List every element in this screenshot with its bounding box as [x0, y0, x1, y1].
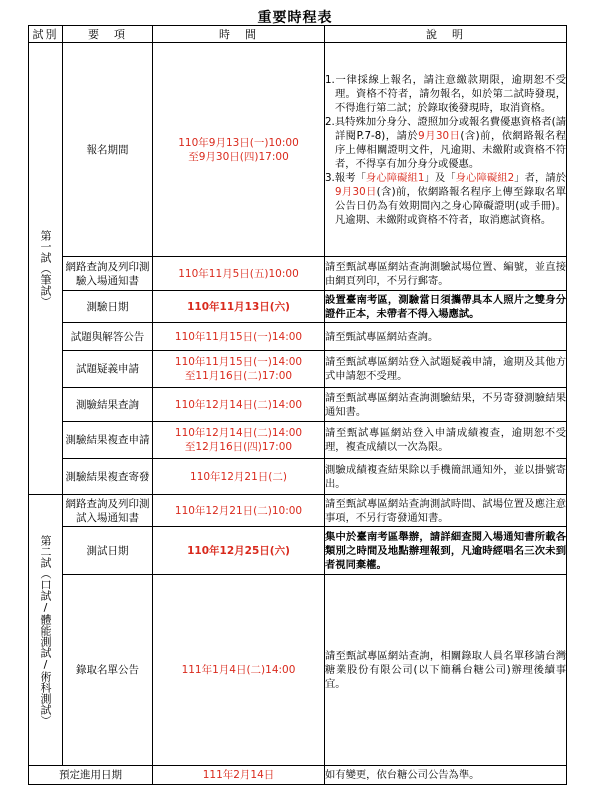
text: (含)前，依網路報名程序上傳相關證明文件，凡逾期、未繳附或資格不符者，不得享有加分身分或優惠。 — [335, 129, 566, 170]
final-time: 111年2月14日 — [153, 766, 325, 785]
row-desc: 請至甄試專區網站查詢，相關錄取人員名單移請台灣糖業股份有限公司(以下簡稱台糖公司)辦理後續事宜。 — [325, 575, 567, 766]
time-line: 110年9月13日(一)10:00 — [178, 136, 299, 149]
row-item: 測驗結果複查申請 — [63, 422, 153, 459]
row-time: 110年12月14日(二)14:00 — [153, 388, 325, 422]
table-row — [29, 291, 567, 323]
highlight-group: 身心障礙組2 — [455, 171, 515, 184]
final-label: 預定進用日期 — [29, 766, 153, 785]
row-desc — [325, 43, 567, 257]
desc-point-2 — [325, 115, 566, 171]
highlight-group: 身心障礙組1 — [366, 171, 425, 184]
row-item: 報名期間 — [63, 43, 153, 257]
row-time: 110年12月21日(二)10:00 — [153, 495, 325, 527]
row-desc: 請至甄試專區網站查詢測驗結果，不另寄發測驗結果通知書。 — [325, 388, 567, 422]
time-line: 至9月30日(四)17:00 — [188, 150, 289, 163]
table-row — [29, 495, 567, 527]
row-time: 111年1月4日(二)14:00 — [153, 575, 325, 766]
header-time: 時 間 — [153, 26, 325, 43]
desc-point-3 — [325, 171, 566, 227]
stage1-cell — [29, 43, 63, 495]
row-time — [153, 351, 325, 388]
table-row — [29, 422, 567, 459]
header-category: 試別 — [29, 26, 63, 43]
row-item: 試題與解答公告 — [63, 323, 153, 351]
row-desc: 請至甄試專區網站查詢測試時間、試場位置及應注意事項，不另行寄發通知書。 — [325, 495, 567, 527]
time-line: 至11月16日(二)17:00 — [184, 370, 293, 382]
row-item: 網路查詢及列印測試入場通知書 — [63, 495, 153, 527]
text: 3.報考「 — [325, 171, 367, 184]
header-item: 要 項 — [63, 26, 153, 43]
page-title: 重要時程表 — [257, 10, 333, 26]
row-item: 測驗日期 — [63, 291, 153, 323]
row-item: 網路查詢及列印測驗入場通知書 — [63, 257, 153, 291]
table-row — [29, 575, 567, 766]
table-row — [29, 257, 567, 291]
table-row — [29, 459, 567, 495]
stage2-label: 第二試（口試/體能測試/術科測試） — [39, 534, 52, 726]
row-time: 110年11月5日(五)10:00 — [153, 257, 325, 291]
time-line: 110年12月14日(二)14:00 — [174, 427, 303, 439]
row-item: 測試日期 — [63, 527, 153, 575]
row-time: 110年11月13日(六) — [153, 291, 325, 323]
table-header-row — [29, 26, 567, 43]
table-row — [29, 351, 567, 388]
final-desc: 如有變更，依台糖公司公告為準。 — [325, 766, 567, 785]
highlight-date: 9月30日 — [335, 185, 377, 198]
row-item: 試題疑義申請 — [63, 351, 153, 388]
row-desc: 請至甄試專區網站登入試題疑義申請，逾期及其他方式申請恕不受理。 — [325, 351, 567, 388]
highlight-date: 9月30日 — [418, 129, 461, 142]
time-line: 110年11月15日(一)14:00 — [174, 356, 303, 368]
table-row — [29, 323, 567, 351]
time-line: 至12月16日(四)17:00 — [184, 441, 293, 453]
row-item: 測驗結果複查寄發 — [63, 459, 153, 495]
table-row — [29, 527, 567, 575]
text: 2.具特殊加分身分、證照加分或報名費優惠資格者(請詳閱P.7-8)，請於 — [325, 115, 566, 142]
desc-point-1: 1.一律採線上報名，請注意繳款期限，逾期恕不受理。資格不符者，請勿報名，如於第二試時發現，不得進行第二試；於錄取後發現時，取消資格。 — [325, 73, 566, 114]
row-desc: 集中於臺南考區舉辦，請詳細查閱入場通知書所載各類別之時間及地點辦理報到，凡逾時經唱名三次未到者視同棄權。 — [325, 527, 567, 575]
row-time: 110年11月15日(一)14:00 — [153, 323, 325, 351]
row-desc: 請至甄試專區網站登入申請成績複查，逾期恕不受理，複查成績以一次為限。 — [325, 422, 567, 459]
table-row — [29, 43, 567, 257]
row-time: 110年12月25日(六) — [153, 527, 325, 575]
row-desc: 設置臺南考區，測驗當日須攜帶具本人照片之雙身分證件正本，未帶者不得入場應試。 — [325, 291, 567, 323]
row-item: 錄取名單公告 — [63, 575, 153, 766]
stage1-label: 第一試（筆試） — [39, 230, 52, 307]
row-desc: 請至甄試專區網站查詢。 — [325, 323, 567, 351]
text: 」者，請於 — [514, 171, 567, 184]
table-row — [29, 766, 567, 785]
text: 」及「 — [424, 171, 456, 184]
schedule-table — [28, 25, 567, 785]
table-row — [29, 388, 567, 422]
header-desc: 說 明 — [325, 26, 567, 43]
text: (含)前，依網路報名程序上傳至錄取名單公告日仍為有效期間內之身心障礙證明(或手冊)。凡逾期、未繳附或資格不符者，取消應試資格。 — [335, 185, 566, 226]
row-item: 測驗結果查詢 — [63, 388, 153, 422]
stage2-cell — [29, 495, 63, 766]
row-desc: 測驗成績複查結果除以手機簡訊通知外，並以掛號寄出。 — [325, 459, 567, 495]
row-time — [153, 422, 325, 459]
row-time: 110年12月21日(二) — [153, 459, 325, 495]
row-desc: 請至甄試專區網站查詢測驗試場位置、編號，並直接由網頁列印，不另行郵寄。 — [325, 257, 567, 291]
row-time — [153, 43, 325, 257]
